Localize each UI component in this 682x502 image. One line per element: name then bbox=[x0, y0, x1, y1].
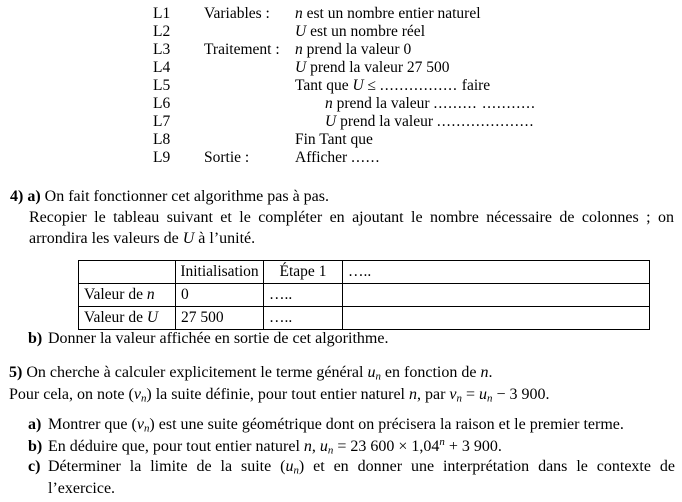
item-label: c) bbox=[28, 458, 41, 475]
algorithm-line bbox=[153, 149, 380, 167]
item-label: b) bbox=[28, 438, 43, 455]
line-number: L8 bbox=[153, 131, 171, 148]
header-cell-initialisation: Initialisation bbox=[176, 261, 264, 284]
item-text: En déduire que, pour tout entier naturel n, $u_n = 23$ $600 \times 1,04^n + 3$ 900. bbox=[48, 436, 502, 457]
cell-value: 27 500 bbox=[176, 307, 264, 330]
line-code: U est un nombre réel bbox=[295, 23, 425, 40]
item-text: Montrer que $(v_n)$ est une suite géométrique dont on précisera la raison et le premier terme. bbox=[48, 416, 624, 435]
question-5a bbox=[28, 414, 624, 435]
item-text: Donner la valeur affichée en sortie de cet algorithme. bbox=[48, 330, 389, 347]
line-number: L7 bbox=[153, 113, 171, 130]
question-5b bbox=[28, 436, 502, 457]
line-code: U prend la valeur 27 500 bbox=[295, 59, 450, 76]
values-table bbox=[78, 260, 650, 330]
header-cell-etape1: Étape 1 bbox=[264, 261, 343, 284]
algorithm-line bbox=[153, 95, 536, 113]
question-4b bbox=[28, 328, 388, 349]
question-4a-intro: 4) a) On fait fonctionner cet algorithme pas à pas. bbox=[10, 188, 329, 205]
table-row bbox=[79, 307, 650, 330]
line-number: L9 bbox=[153, 149, 171, 166]
cell-value: ….. bbox=[264, 284, 343, 307]
line-number: L5 bbox=[153, 77, 171, 94]
line-number: L3 bbox=[153, 41, 171, 58]
question-5c-line2: l’exercice. bbox=[48, 480, 116, 497]
cell-value: ….. bbox=[264, 307, 343, 330]
line-code: Fin Tant que bbox=[295, 131, 373, 148]
table-header-row bbox=[79, 261, 650, 284]
algorithm-line bbox=[153, 23, 425, 41]
line-number: L1 bbox=[153, 5, 171, 22]
row-label: Valeur de U bbox=[79, 307, 176, 330]
line-number: L2 bbox=[153, 23, 171, 40]
line-code: n prend la valeur ......... ........... bbox=[325, 95, 536, 112]
cell-value: 0 bbox=[176, 284, 264, 307]
question-4a-body-line2: arrondira les valeurs de U à l’unité. bbox=[29, 230, 256, 247]
question-5c bbox=[28, 456, 675, 477]
item-label: a) bbox=[28, 416, 42, 433]
question-4a-body-line1: Recopier le tableau suivant et le compléter en ajoutant le nombre nécessaire de colonnes ; on bbox=[29, 209, 674, 226]
header-cell-empty bbox=[79, 261, 176, 284]
item-label: b) bbox=[28, 330, 43, 347]
line-code: n est un nombre entier naturel bbox=[295, 5, 481, 22]
algorithm-line bbox=[153, 41, 411, 59]
line-role: Variables : bbox=[204, 5, 270, 22]
line-role: Sortie : bbox=[204, 149, 250, 166]
algorithm-line bbox=[153, 113, 534, 131]
algorithm-line bbox=[153, 59, 450, 77]
cell-value bbox=[343, 307, 650, 330]
cell-value bbox=[343, 284, 650, 307]
algorithm-line bbox=[153, 131, 373, 149]
item-text-line1: Déterminer la limite de la suite $(u_n)$ et en donner une interprétation dans le contexte de bbox=[48, 458, 676, 477]
algorithm-line bbox=[153, 5, 481, 23]
question-5-intro-line1: 5) On cherche à calculer explicitement le terme général $u_n$ en fonction de n. bbox=[9, 364, 493, 383]
line-code: n prend la valeur 0 bbox=[295, 41, 412, 58]
line-code: U prend la valeur .................... bbox=[325, 113, 535, 130]
algorithm-line bbox=[153, 77, 490, 95]
line-number: L6 bbox=[153, 95, 171, 112]
line-number: L4 bbox=[153, 59, 171, 76]
line-role: Traitement : bbox=[204, 41, 280, 58]
line-code: Tant que U ≤ ................ faire bbox=[295, 77, 491, 94]
row-label: Valeur de n bbox=[79, 284, 176, 307]
header-cell-more: ….. bbox=[343, 261, 650, 284]
question-5-intro-line2: Pour cela, on note $(v_n)$ la suite définie, pour tout entier naturel n, par $v_n = u_n - 3$ 900. bbox=[9, 386, 550, 405]
table-row bbox=[79, 284, 650, 307]
line-code: Afficher ...... bbox=[295, 149, 381, 166]
